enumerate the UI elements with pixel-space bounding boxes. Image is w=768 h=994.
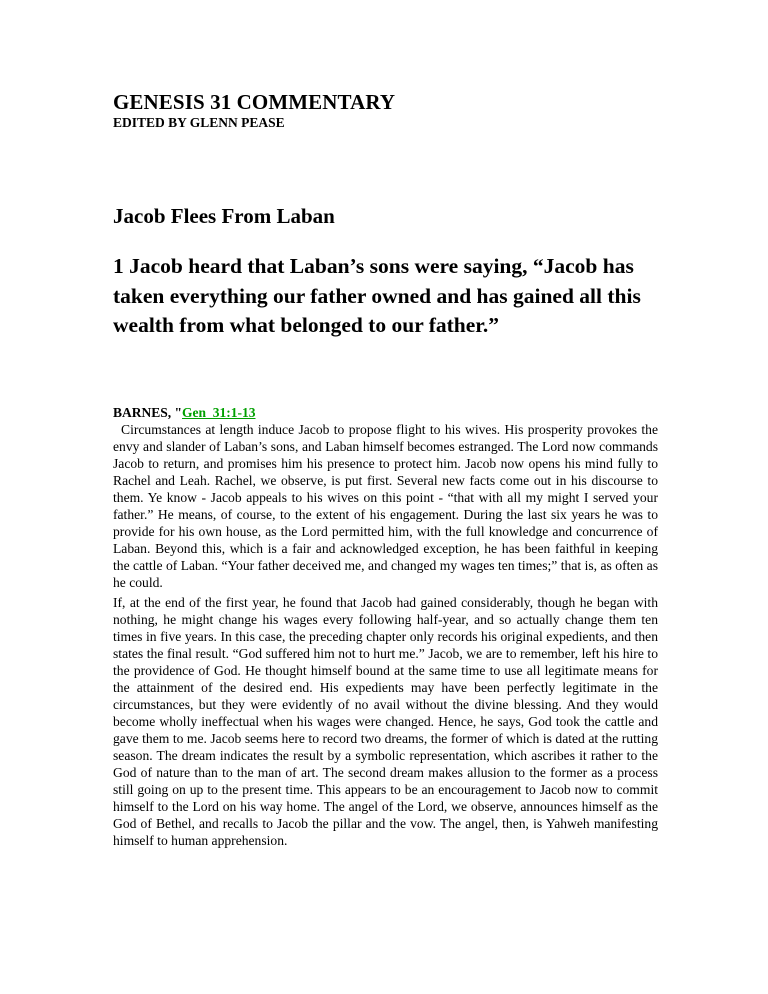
document-title: GENESIS 31 COMMENTARY — [113, 90, 396, 114]
scripture-reference-link[interactable]: Gen_31:1-13 — [182, 404, 256, 420]
document-page — [113, 90, 658, 849]
commentary-author: BARNES, " — [113, 404, 183, 420]
commentary-paragraph: If, at the end of the first year, he found that Jacob had gained considerably, though he began with nothing, he might change his wages every following half-year, and so actually change them ten times in five years. In this case, the preceding chapter only records his original expedients, and then states the final result. “God suffered him not to hurt me.” Jacob, we are to remember, left his hire to the providence of God. He thought himself bound at the same time to use all legitimate means for the attainment of the desired end. His expedients may have been perfectly legitimate in the circumstances, but they were evidently of no avail without the divine blessing. And they would become wholly ineffectual when his wages were changed. Hence, he says, God took the cattle and gave them to me. Jacob seems here to record two dreams, the former of which is dated at the rutting season. The dream indicates the result by a symbolic representation, which ascribes it rather to the God of nature than to the man of art. The second dream makes allusion to the former as a process still going on up to the present time. This appears to be an encouragement to Jacob now to commit himself to the Lord on his way home. The angel of the Lord, we observe, announces himself as the God of Bethel, and recalls to Jacob the pillar and the vow. The angel, then, is Yahweh manifesting himself to human apprehension. — [113, 594, 658, 848]
document-subtitle: EDITED BY GLENN PEASE — [113, 115, 285, 130]
commentary-heading — [113, 405, 658, 421]
verse-text: 1 Jacob heard that Laban’s sons were saying, “Jacob has taken everything our father owned and has gained all this wealth from what belonged to our father.” — [113, 254, 641, 337]
section-heading: Jacob Flees From Laban — [113, 204, 335, 228]
commentary-paragraph: Circumstances at length induce Jacob to propose flight to his wives. His prosperity provokes the envy and slander of Laban’s sons, and Laban himself becomes estranged. The Lord now commands Jacob to return, and promises him his presence to protect him. Jacob now opens his mind fully to Rachel and Leah. Rachel, we observe, is put first. Several new facts come out in his discourse to them. Ye know - Jacob appeals to his wives on this point - “that with all my might I served your father.” He means, of course, to the extent of his engagement. During the last six years he was to provide for his own house, as the Lord permitted him, with the full knowledge and concurrence of Laban. Beyond this, which is a fair and acknowledged exception, he has been faithful in keeping the cattle of Laban. “Your father deceived me, and changed my wages ten times;” that is, as often as he could. — [113, 421, 658, 590]
